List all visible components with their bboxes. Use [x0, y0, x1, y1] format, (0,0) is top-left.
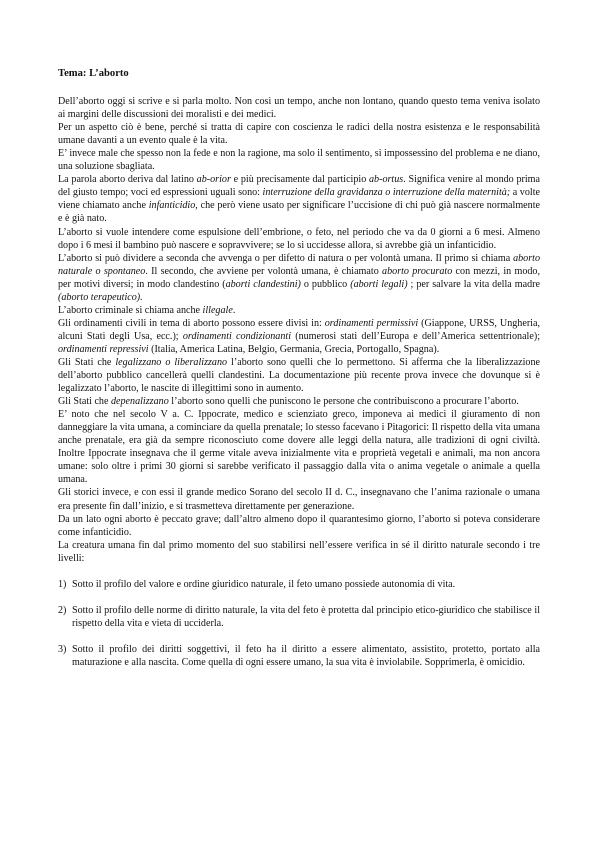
- italic-text: ordinamenti condizionanti: [182, 330, 291, 342]
- text-run: L’aborto si vuole intendere come espulsione dell’embrione, o feto, nel periodo che va da 0 giorni a 6 mesi. Almeno dopo i 6 mesi il bambino può nascere e sopravvivere; se lo si uccidesse allora, si avrebbe già un infanticidio.: [58, 226, 540, 251]
- italic-text: legalizzano o liberalizzano: [115, 356, 228, 368]
- paragraph: [58, 252, 540, 304]
- text-run: , che però viene usato per significare l’uccisione di chi può già nascere normalmente e è già nato.: [58, 200, 540, 225]
- text-run: Dell’aborto oggi si scrive e si parla molto. Non così un tempo, anche non lontano, quando questo tema veniva isolato ai margini delle discussioni dei moralisti e dei medici.: [58, 96, 540, 121]
- italic-text: infanticidio: [148, 200, 196, 212]
- text-run: l’aborto sono quelli che puniscono le persone che contribuiscono a procurare l’aborto.: [168, 396, 519, 408]
- text-run: L’aborto si può dividere a seconda che avvenga o per difetto di natura o per volontà umana. Il primo si chiama: [58, 252, 514, 264]
- text-run: . Il secondo, che avviene per volontà umana, è chiamato: [145, 265, 383, 277]
- italic-text: ab-ortus: [369, 174, 404, 186]
- paragraph: [58, 95, 540, 121]
- paragraph: [58, 395, 540, 408]
- document-title: Tema: L’aborto: [58, 68, 129, 79]
- paragraph: [58, 147, 540, 173]
- body-text: [58, 95, 540, 565]
- paragraph: [58, 539, 540, 565]
- text-run: ; per salvare la vita della madre: [407, 278, 540, 290]
- italic-text: (aborto terapeutico).: [58, 291, 143, 303]
- paragraph: [58, 356, 540, 395]
- text-run: E’ noto che nel secolo V a. C. Ippocrate, medico e scienziato greco, imponeva ai medici il giuramento di non danneggiare la vita umana, a cominciare da quella prenatale; lo stesso facevano i Pitagorici: Il rispetto della vita umana anche prenatale, era già da sempre riconosciuto come dovere alle leggi della natura, alle tradizioni di ogni civiltà. Inoltre Ippocrate insegnava che il germe vitale aveva inizialmente vita e proprietà vegetali e animali, ma non ancora umane: solo oltre i primi 30 giorni si sarebbe verificato il passaggio dalla vita o anima vegetale o animale a quella umana.: [58, 409, 540, 486]
- paragraph: [58, 121, 540, 147]
- numbered-list: [58, 578, 540, 669]
- text-run: . Significa venire al mondo prima del giusto tempo; voci ed espressioni uguali sono:: [58, 174, 540, 199]
- document-page: [58, 67, 540, 682]
- list-item-text: Sotto il profilo dei diritti soggettivi, il feto ha il diritto a essere alimentato, assistito, protetto, portato alla maturazione e alla nascita. Come quella di ogni essere umano, la sua vita è inviolabile. Sopprimerla, è omicidio.: [72, 643, 540, 668]
- italic-text: depenalizzano: [110, 396, 169, 408]
- italic-text: ordinamenti permissivi: [324, 317, 419, 329]
- paragraph: [58, 317, 540, 356]
- list-item: [58, 643, 540, 669]
- text-run: Gli ordinamenti civili in tema di aborto possono essere divisi in:: [58, 317, 325, 329]
- italic-text: aborto procurato: [382, 265, 453, 277]
- text-run: (Italia, America Latina, Belgio, Germania, Grecia, Portogallo, Spagna).: [148, 343, 440, 355]
- list-item: [58, 604, 540, 630]
- text-run: Gli Stati che: [58, 356, 116, 368]
- list-item: [58, 578, 540, 591]
- paragraph: [58, 486, 540, 512]
- text-run: (Giappone, URSS, Ungheria, alcuni Stati degli Usa, ecc.);: [58, 317, 540, 342]
- paragraph: [58, 226, 540, 252]
- list-item-number: 2): [58, 604, 67, 616]
- paragraph: [58, 408, 540, 486]
- text-run: o pubblico: [300, 278, 351, 290]
- text-run: a volte viene chiamato anche: [58, 187, 540, 212]
- text-run: (numerosi stati dell’Europa e dell’America settentrionale);: [291, 330, 541, 342]
- italic-text: aborti clandestini): [225, 278, 301, 290]
- text-run: La parola aborto deriva dal latino: [58, 174, 197, 186]
- italic-text: illegale: [202, 304, 233, 316]
- list-item-number: 1): [58, 578, 67, 590]
- text-run: Da un lato ogni aborto è peccato grave; dall’altro almeno dopo il quarantesimo giorno, l’aborto si poteva considerare come infanticidio.: [58, 513, 540, 538]
- list-item-text: Sotto il profilo delle norme di diritto naturale, la vita del feto è protetta dal principio etico-giuridico che stabilisce il rispetto della vita e vieta di ucciderla.: [72, 604, 540, 629]
- text-run: Per un aspetto ciò è bene, perché si tratta di capire con coscienza le radici della nostra esistenza e le responsabilità umane davanti a un evento quale è la vita.: [58, 122, 540, 147]
- paragraph: [58, 304, 540, 317]
- text-run: e più precisamente dal participio: [230, 174, 369, 186]
- text-run: E’ invece male che spesso non la fede e non la ragione, ma solo il sentimento, si impossessino del problema e ne diano, una soluzione sbagliata.: [58, 148, 540, 173]
- italic-text: aborto naturale o spontaneo: [58, 252, 540, 277]
- text-run: La creatura umana fin dal primo momento del suo stabilirsi nell’essere verifica in sé il diritto naturale secondo i tre livelli:: [58, 539, 540, 564]
- italic-text: ordinamenti repressivi: [58, 343, 149, 355]
- italic-text: (aborti legali): [350, 278, 408, 290]
- italic-text: interruzione della gravidanza o interruzione della maternità;: [262, 187, 511, 199]
- text-run: Gli storici invece, e con essi il grande medico Sorano del secolo II d. C., insegnavano che l’anima razionale o umana era presente fin dall’inizio, e si trasmetteva direttamente per generazione.: [58, 487, 540, 512]
- text-run: l’aborto sono quelli che lo permettono. Si afferma che la liberalizzazione dell’aborto pubblico cancellerà quelli clandestini. La documentazione più recente prova invece che dovunque si è legalizzato l’aborto, le nascite di illegittimi sono in aumento.: [58, 356, 541, 395]
- list-item-number: 3): [58, 643, 67, 655]
- text-run: L’aborto criminale si chiama anche: [58, 304, 203, 316]
- italic-text: ab-orior: [196, 174, 231, 186]
- paragraph: [58, 173, 540, 225]
- text-run: .: [232, 304, 236, 316]
- text-run: Gli Stati che: [58, 396, 111, 408]
- paragraph: [58, 513, 540, 539]
- text-run: con mezzi, in modo, per motivi diversi; in modo clandestino (: [58, 265, 541, 290]
- list-item-text: Sotto il profilo del valore e ordine giuridico naturale, il feto umano possiede autonomia di vita.: [72, 578, 456, 590]
